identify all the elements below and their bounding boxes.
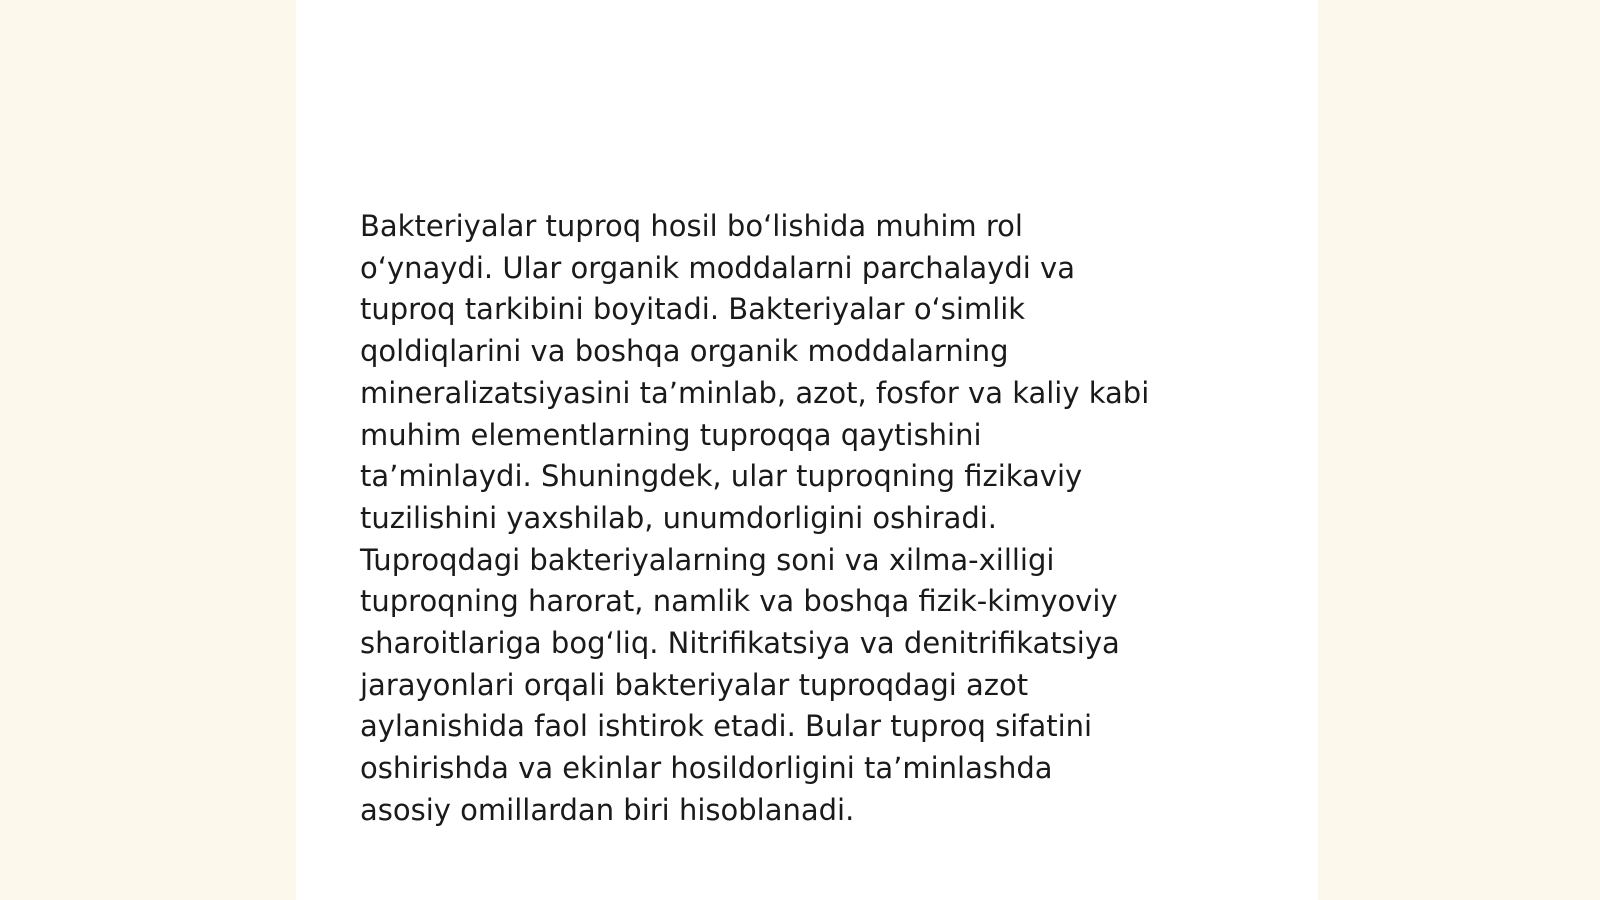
paragraph-line: tuproqning harorat, namlik va boshqa fizik-kimyoviy bbox=[360, 584, 1118, 619]
paragraph-line: muhim elementlarning tuproqqa qaytishini bbox=[360, 417, 982, 452]
paragraph-line: oʻynaydi. Ular organik moddalarni parchalaydi va bbox=[360, 250, 1075, 285]
paragraph-line: taʼminlaydi. Shuningdek, ular tuproqning fizikaviy bbox=[360, 459, 1083, 494]
paragraph-line: oshirishda va ekinlar hosildorligini taʼminlashda bbox=[360, 751, 1053, 786]
slide bbox=[296, 0, 1318, 900]
paragraph-line: Bakteriyalar tuproq hosil boʻlishida muhim rol bbox=[360, 209, 1023, 243]
paragraph-line: tuzilishini yaxshilab, unumdorligini oshiradi. bbox=[360, 500, 998, 535]
paragraph-line: sharoitlariga bogʻliq. Nitrifikatsiya va denitrifikatsiya bbox=[360, 626, 1120, 661]
paragraph-line: tuproq tarkibini boyitadi. Bakteriyalar oʻsimlik bbox=[360, 292, 1026, 327]
paragraph-line: asosiy omillardan biri hisoblanadi. bbox=[360, 792, 855, 827]
paragraph-line: qoldiqlarini va boshqa organik moddalarning bbox=[360, 334, 1009, 369]
paragraph-line: jarayonlari orqali bakteriyalar tuproqdagi azot bbox=[360, 667, 1029, 702]
paragraph-line: aylanishida faol ishtirok etadi. Bular tuproq sifatini bbox=[360, 709, 1093, 744]
paragraph-line: Tuproqdagi bakteriyalarning soni va xilma-xilligi bbox=[360, 542, 1055, 577]
paragraph-line: mineralizatsiyasini taʼminlab, azot, fosfor va kaliy kabi bbox=[360, 375, 1150, 410]
body-paragraph bbox=[360, 206, 1240, 832]
